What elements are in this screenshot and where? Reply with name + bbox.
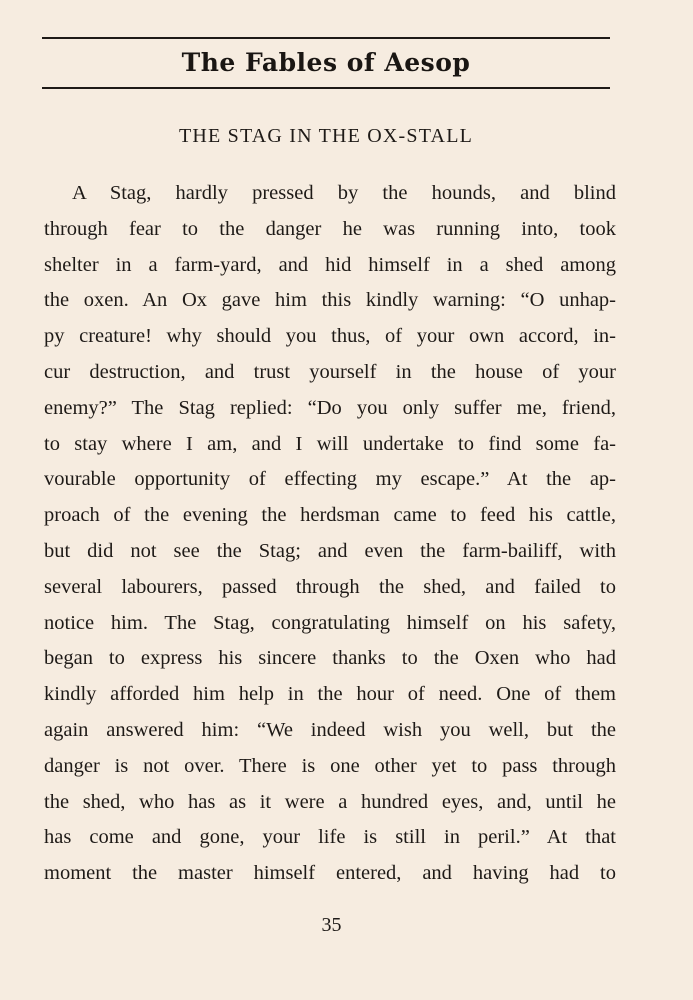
text-line: has come and gone, your life is still in peril.” At that bbox=[44, 826, 616, 849]
running-head: The Fables of Aesop bbox=[181, 48, 471, 77]
text-line: through fear to the danger he was running into, took bbox=[44, 217, 616, 240]
text-line: cur destruction, and trust yourself in the house of your bbox=[44, 360, 616, 383]
text-line: A Stag, hardly pressed by the hounds, and blind bbox=[72, 182, 616, 204]
fable-title: THE STAG IN THE OX-STALL bbox=[178, 125, 474, 147]
text-line: several labourers, passed through the shed, and failed to bbox=[44, 575, 616, 598]
text-line: again answered him: “We indeed wish you well, but the bbox=[44, 718, 616, 741]
text-line: kindly afforded him help in the hour of need. One of them bbox=[44, 683, 616, 706]
fable-body bbox=[44, 176, 616, 892]
page-number: 35 bbox=[321, 914, 342, 936]
text-line: py creature! why should you thus, of your own accord, in- bbox=[44, 325, 616, 348]
text-line: the oxen. An Ox gave him this kindly warning: “O unhap- bbox=[44, 289, 616, 312]
text-line: notice him. The Stag, congratulating himself on his safety, bbox=[44, 611, 616, 634]
text-line: to stay where I am, and I will undertake to find some fa- bbox=[44, 432, 616, 455]
text-line: danger is not over. There is one other yet to pass through bbox=[44, 754, 616, 777]
text-line: began to express his sincere thanks to the Oxen who had bbox=[44, 647, 616, 670]
text-line: proach of the evening the herdsman came to feed his cattle, bbox=[44, 504, 616, 527]
text-line: moment the master himself entered, and having had to bbox=[44, 862, 616, 885]
text-line: enemy?” The Stag replied: “Do you only suffer me, friend, bbox=[44, 396, 616, 419]
text-line: vourable opportunity of effecting my escape.” At the ap- bbox=[44, 468, 616, 491]
header-rule-bottom bbox=[42, 87, 610, 89]
header-rule-top bbox=[42, 37, 610, 39]
text-line: the shed, who has as it were a hundred eyes, and, until he bbox=[44, 790, 616, 813]
text-line: but did not see the Stag; and even the farm-bailiff, with bbox=[44, 539, 616, 562]
text-line: shelter in a farm-yard, and hid himself in a shed among bbox=[44, 253, 616, 276]
